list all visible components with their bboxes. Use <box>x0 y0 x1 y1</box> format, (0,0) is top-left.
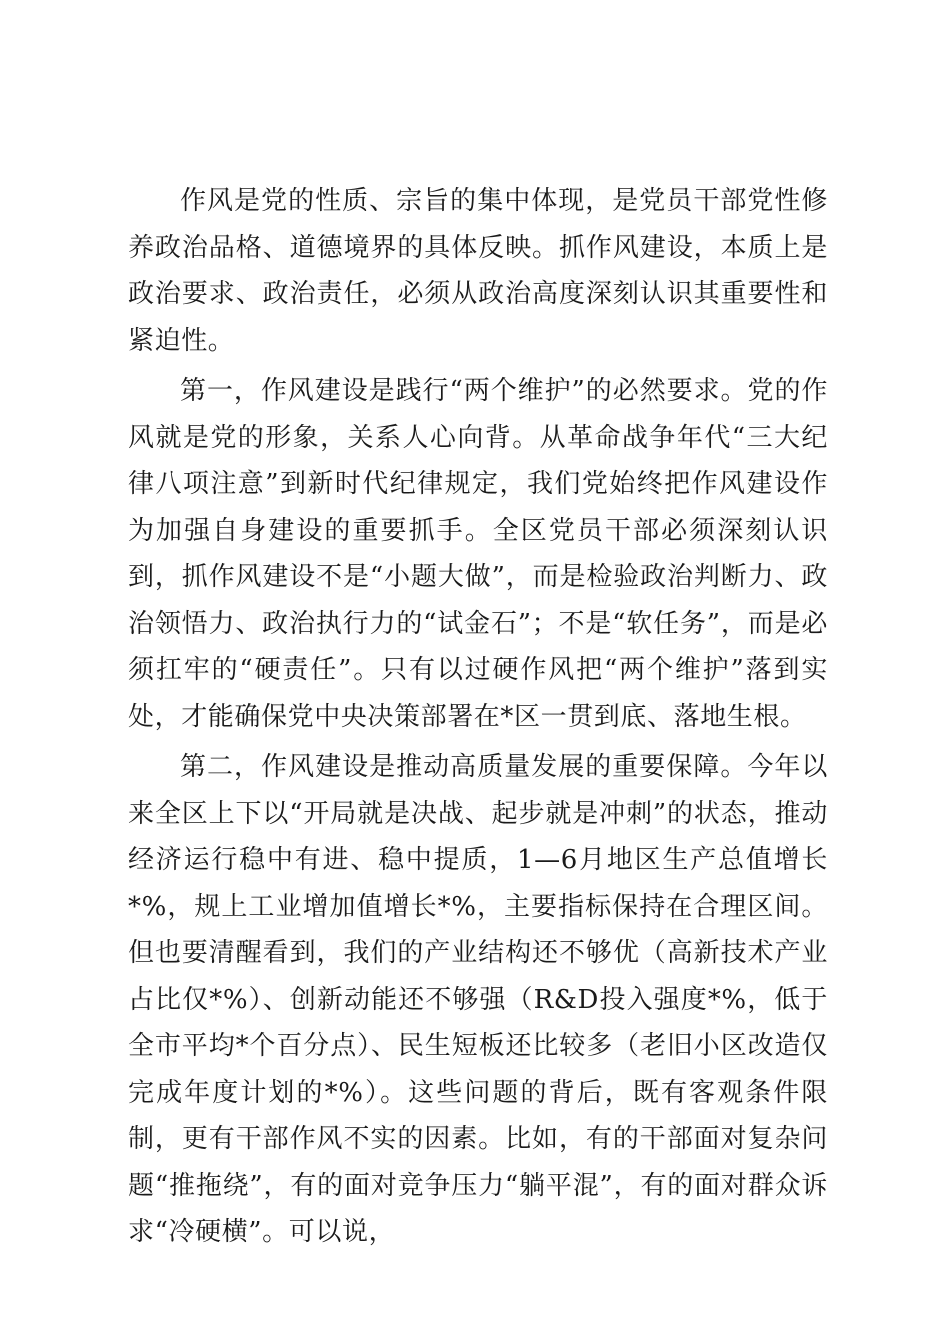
paragraph-first-point: 第一，作风建设是践行“两个维护”的必然要求。党的作风就是党的形象，关系人心向背。从革命战争年代“三大纪律八项注意”到新时代纪律规定，我们党始终把作风建设作为加强自身建设的重要抓手。全区党员干部必须深刻认识到，抓作风建设不是“小题大做”，而是检验政治判断力、政治领悟力、政治执行力的“试金石”；不是“软任务”，而是必须扛牢的“硬责任”。只有以过硬作风把“两个维护”落到实处，才能确保党中央决策部署在*区一贯到底、落地生根。 <box>128 376 828 732</box>
paragraph-intro: 作风是党的性质、宗旨的集中体现，是党员干部党性修养政治品格、道德境界的具体反映。抓作风建设，本质上是政治要求、政治责任，必须从政治高度深刻认识其重要性和紧迫性。 <box>128 186 828 356</box>
paragraph-second-point: 第二，作风建设是推动高质量发展的重要保障。今年以来全区上下以“开局就是决战、起步就是冲刺”的状态，推动经济运行稳中有进、稳中提质，1—6月地区生产总值增长*%，规上工业增加值增长*%，主要指标保持在合理区间。但也要清醒看到，我们的产业结构还不够优（高新技术产业占比仅*%）、创新动能还不够强（R&D投入强度*%，低于全市平均*个百分点）、民生短板还比较多（老旧小区改造仅完成年度计划的*%）。这些问题的背后，既有客观条件限制，更有干部作风不实的因素。比如，有的干部面对复杂问题“推拖绕”，有的面对竞争压力“躺平混”，有的面对群众诉求“冷硬横”。可以说， <box>128 752 828 1247</box>
document-body <box>128 178 828 1260</box>
